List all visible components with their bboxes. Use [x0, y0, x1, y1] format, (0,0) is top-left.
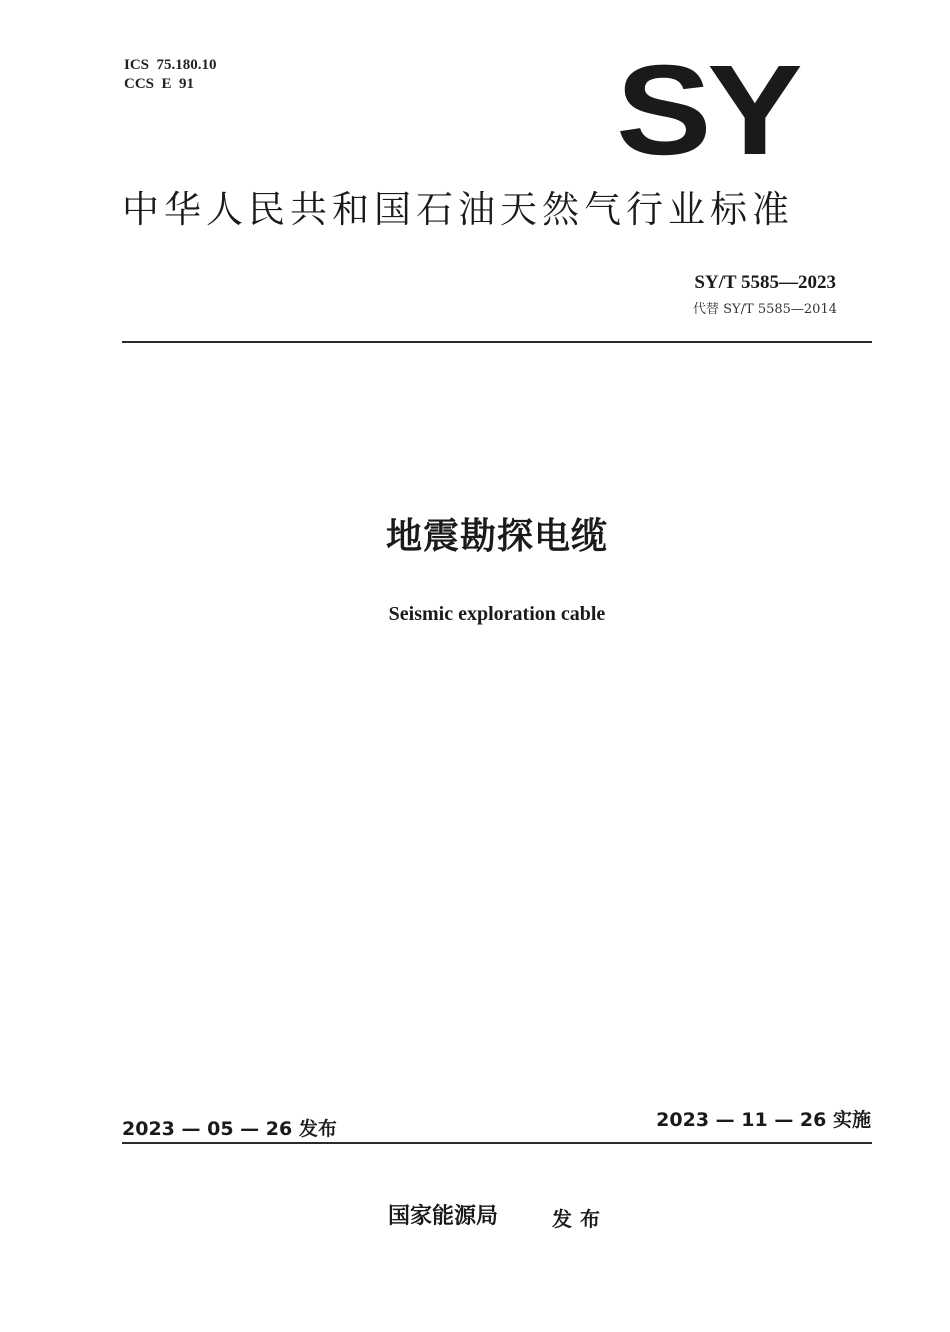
ccs-code: CCS E 91: [124, 76, 195, 92]
header-divider: [122, 341, 872, 343]
issuing-label: 发布: [552, 1207, 608, 1231]
issuing-authority: 国家能源局: [388, 1204, 499, 1229]
footer-divider: [122, 1142, 872, 1144]
standard-number: SY/T 5585—2023: [694, 272, 836, 293]
classification-codes: [124, 56, 217, 94]
ics-code: ICS 75.180.10: [124, 57, 217, 73]
document-title-english: Seismic exploration cable: [388, 603, 606, 625]
implementation-date: 2023 — 11 — 26 实施: [656, 1109, 871, 1131]
sy-logo: SY: [616, 39, 799, 182]
replaced-standard: 代替 SY/T 5585—2014: [693, 302, 837, 317]
publication-date: 2023 — 05 — 26 发布: [122, 1118, 337, 1140]
standard-category-heading: 中华人民共和国石油天然气行业标准: [122, 188, 794, 231]
document-title-chinese: 地震勘探电缆: [385, 516, 608, 557]
